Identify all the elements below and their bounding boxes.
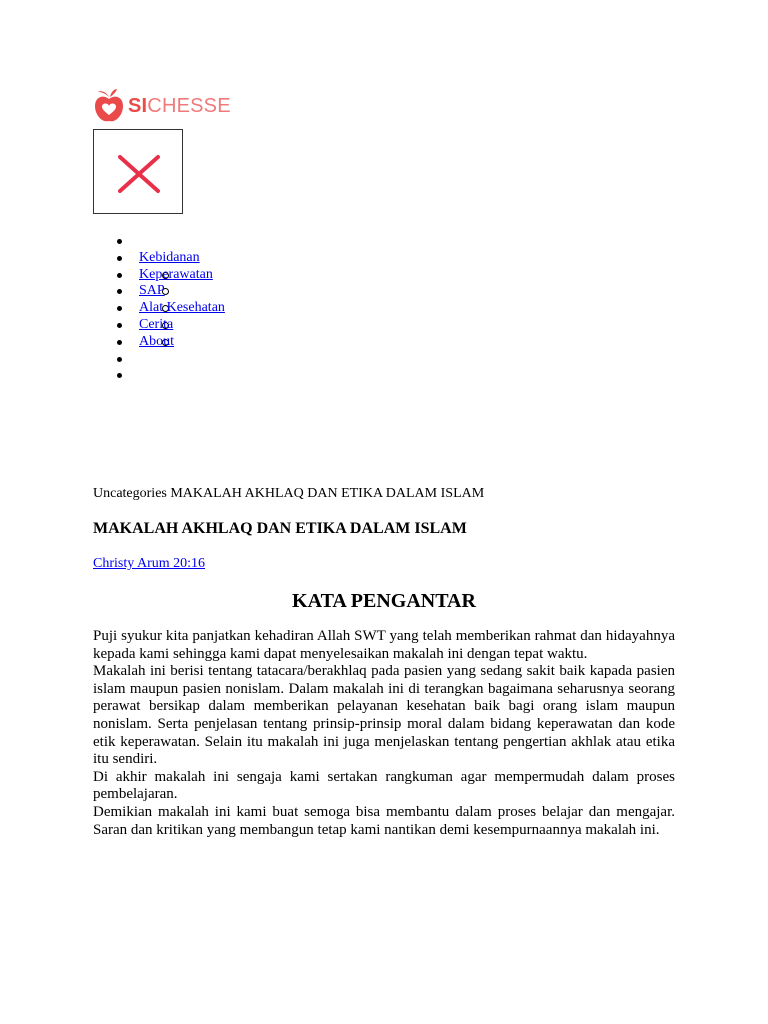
apple-heart-icon xyxy=(93,88,125,124)
nav-link-cerita[interactable]: Cerita xyxy=(139,316,174,332)
nav-link-about[interactable]: About xyxy=(139,333,174,349)
article-body xyxy=(93,628,675,839)
logo-text-chesse: CHESSE xyxy=(147,95,231,117)
article-heading: KATA PENGANTAR xyxy=(292,590,476,612)
logo-text-si: SI xyxy=(128,95,148,117)
nav-item-sap xyxy=(93,283,225,300)
nav-item-alat-kesehatan xyxy=(93,300,225,317)
nav-link-kebidanan[interactable]: Kebidanan xyxy=(139,249,200,265)
nav-item-empty[interactable] xyxy=(93,351,225,368)
nav-link-keperawatan[interactable]: Keperawatan xyxy=(139,266,213,282)
article-paragraph: Puji syukur kita panjatkan kehadiran Allah SWT yang telah memberikan rahmat dan hidayahnya kepada kami sehingga kami dapat menyelesaikan makalah ini dengan tepat waktu. xyxy=(93,628,675,662)
site-logo-text xyxy=(128,88,231,124)
post-title: MAKALAH AKHLAQ DAN ETIKA DALAM ISLAM xyxy=(93,520,467,537)
nav-link-alat-kesehatan[interactable]: Alat Kesehatan xyxy=(139,300,225,316)
nav-item-cerita xyxy=(93,317,225,334)
main-nav xyxy=(93,233,225,384)
post-meta xyxy=(93,555,205,573)
author-time-link[interactable]: Christy Arum 20:16 xyxy=(93,556,206,571)
breadcrumb: Uncategories MAKALAH AKHLAQ DAN ETIKA DALAM ISLAM xyxy=(93,486,485,501)
article-paragraph: Di akhir makalah ini sengaja kami sertakan rangkuman agar mempermudah dalam proses pembelajaran. xyxy=(93,768,675,803)
article-paragraph: Makalah ini berisi tentang tatacara/berakhlaq pada pasien yang sedang sakit baik kapada pasien islam maupun pasien nonislam. Dalam makalah ini di terangkan bagaimana seharusnya seorang perawat bersikap dalam memberikan pelayanan kesehatan baik bagi orang islam maupun nonislam. Serta penjelasan tentang prinsip-prinsip moral dalam bidang keperawatan dan kode etik keperawatan. Selain itu makalah ini juga menjelaskan tentang pengertian akhlak atau etika itu sendiri. xyxy=(93,663,675,768)
nav-item-about xyxy=(93,334,225,351)
broken-image-icon xyxy=(117,154,161,194)
nav-link-sap[interactable]: SAP xyxy=(139,283,165,299)
nav-item-empty[interactable] xyxy=(93,367,225,384)
nav-item-keperawatan xyxy=(93,267,225,284)
article-paragraph: Demikian makalah ini kami buat semoga bisa membantu dalam proses belajar dan mengajar. Saran dan kritikan yang membangun tetap kami nantikan demi kesempurnaannya makalah ini. xyxy=(93,803,675,838)
broken-image-placeholder xyxy=(93,129,183,214)
nav-item-kebidanan xyxy=(93,250,225,267)
nav-item-empty[interactable] xyxy=(93,233,225,250)
site-logo[interactable] xyxy=(93,88,231,124)
